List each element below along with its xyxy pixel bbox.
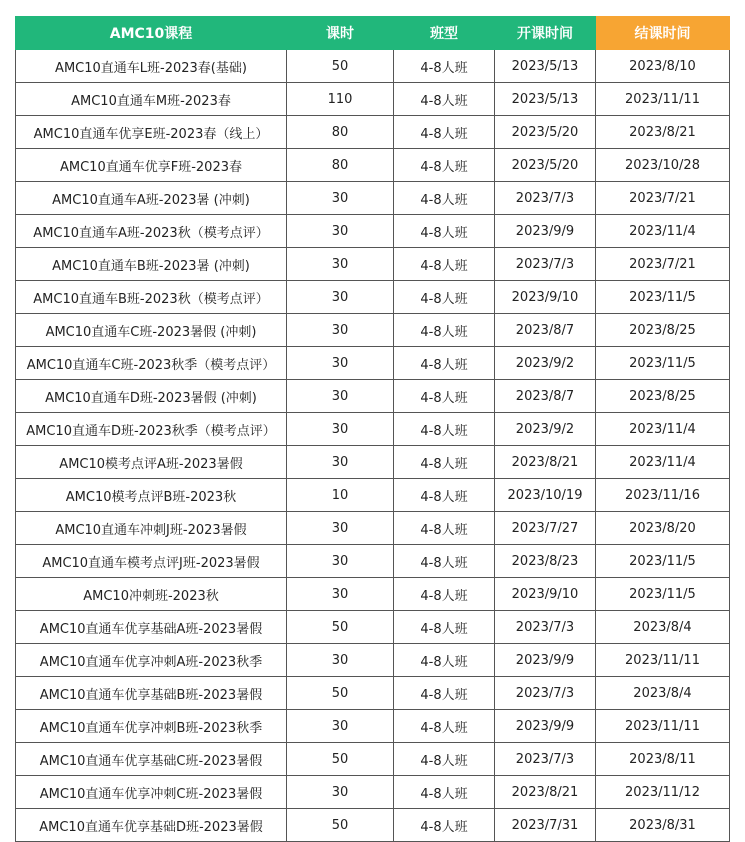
class-type-cell: 4-8人班	[394, 380, 495, 413]
class-type-cell: 4-8人班	[394, 83, 495, 116]
class-type-cell: 4-8人班	[394, 413, 495, 446]
class-type-cell: 4-8人班	[394, 314, 495, 347]
course-cell: AMC10直通车C班-2023秋季（模考点评）	[16, 347, 287, 380]
end-date-cell: 2023/11/11	[596, 83, 730, 116]
course-cell: AMC10直通车优享基础A班-2023暑假	[16, 611, 287, 644]
course-cell: AMC10直通车D班-2023暑假 (冲刺)	[16, 380, 287, 413]
start-date-cell: 2023/7/3	[495, 611, 596, 644]
start-date-cell: 2023/9/9	[495, 644, 596, 677]
start-date-cell: 2023/8/21	[495, 446, 596, 479]
class-type-cell: 4-8人班	[394, 281, 495, 314]
end-date-cell: 2023/7/21	[596, 182, 730, 215]
course-cell: AMC10直通车A班-2023暑 (冲刺)	[16, 182, 287, 215]
class-type-cell: 4-8人班	[394, 248, 495, 281]
start-date-cell: 2023/7/27	[495, 512, 596, 545]
table-row	[16, 578, 730, 611]
table-row	[16, 479, 730, 512]
end-date-cell: 2023/11/4	[596, 446, 730, 479]
course-cell: AMC10直通车优享冲刺A班-2023秋季	[16, 644, 287, 677]
header-hours: 课时	[287, 17, 394, 50]
hours-cell: 30	[287, 215, 394, 248]
header-start-date: 开课时间	[495, 17, 596, 50]
end-date-cell: 2023/11/5	[596, 545, 730, 578]
start-date-cell: 2023/9/9	[495, 710, 596, 743]
class-type-cell: 4-8人班	[394, 116, 495, 149]
hours-cell: 30	[287, 446, 394, 479]
table-row	[16, 677, 730, 710]
end-date-cell: 2023/11/11	[596, 644, 730, 677]
table-row	[16, 710, 730, 743]
hours-cell: 30	[287, 281, 394, 314]
hours-cell: 110	[287, 83, 394, 116]
start-date-cell: 2023/7/3	[495, 677, 596, 710]
class-type-cell: 4-8人班	[394, 479, 495, 512]
hours-cell: 30	[287, 314, 394, 347]
table-row	[16, 50, 730, 83]
course-cell: AMC10直通车优享F班-2023春	[16, 149, 287, 182]
course-cell: AMC10直通车A班-2023秋（模考点评）	[16, 215, 287, 248]
start-date-cell: 2023/9/2	[495, 413, 596, 446]
table-row	[16, 512, 730, 545]
class-type-cell: 4-8人班	[394, 809, 495, 842]
table-row	[16, 380, 730, 413]
table-row	[16, 182, 730, 215]
end-date-cell: 2023/11/16	[596, 479, 730, 512]
table-row	[16, 743, 730, 776]
class-type-cell: 4-8人班	[394, 776, 495, 809]
course-cell: AMC10直通车模考点评J班-2023暑假	[16, 545, 287, 578]
table-row	[16, 413, 730, 446]
class-type-cell: 4-8人班	[394, 50, 495, 83]
table-header	[16, 17, 730, 50]
start-date-cell: 2023/8/7	[495, 380, 596, 413]
table-row	[16, 149, 730, 182]
table-row	[16, 809, 730, 842]
course-cell: AMC10直通车优享冲刺C班-2023暑假	[16, 776, 287, 809]
hours-cell: 30	[287, 347, 394, 380]
end-date-cell: 2023/7/21	[596, 248, 730, 281]
table-row	[16, 347, 730, 380]
start-date-cell: 2023/9/2	[495, 347, 596, 380]
table-row	[16, 644, 730, 677]
end-date-cell: 2023/10/28	[596, 149, 730, 182]
start-date-cell: 2023/5/13	[495, 50, 596, 83]
hours-cell: 80	[287, 116, 394, 149]
header-end-date: 结课时间	[596, 17, 730, 50]
hours-cell: 50	[287, 677, 394, 710]
course-cell: AMC10直通车D班-2023秋季（模考点评）	[16, 413, 287, 446]
table-row	[16, 116, 730, 149]
course-cell: AMC10直通车冲刺J班-2023暑假	[16, 512, 287, 545]
table-body	[16, 50, 730, 842]
course-cell: AMC10模考点评B班-2023秋	[16, 479, 287, 512]
class-type-cell: 4-8人班	[394, 611, 495, 644]
course-cell: AMC10直通车M班-2023春	[16, 83, 287, 116]
course-cell: AMC10模考点评A班-2023暑假	[16, 446, 287, 479]
course-cell: AMC10直通车优享冲刺B班-2023秋季	[16, 710, 287, 743]
start-date-cell: 2023/8/21	[495, 776, 596, 809]
start-date-cell: 2023/9/10	[495, 578, 596, 611]
class-type-cell: 4-8人班	[394, 182, 495, 215]
course-cell: AMC10直通车B班-2023暑 (冲刺)	[16, 248, 287, 281]
start-date-cell: 2023/8/7	[495, 314, 596, 347]
hours-cell: 80	[287, 149, 394, 182]
end-date-cell: 2023/8/25	[596, 380, 730, 413]
start-date-cell: 2023/7/3	[495, 743, 596, 776]
hours-cell: 30	[287, 776, 394, 809]
course-cell: AMC10直通车优享基础B班-2023暑假	[16, 677, 287, 710]
end-date-cell: 2023/8/4	[596, 677, 730, 710]
header-row	[16, 17, 730, 50]
table-row	[16, 281, 730, 314]
course-cell: AMC10冲刺班-2023秋	[16, 578, 287, 611]
course-cell: AMC10直通车优享基础C班-2023暑假	[16, 743, 287, 776]
course-schedule-table	[15, 16, 730, 842]
hours-cell: 30	[287, 413, 394, 446]
end-date-cell: 2023/11/5	[596, 281, 730, 314]
table-row	[16, 611, 730, 644]
start-date-cell: 2023/5/13	[495, 83, 596, 116]
course-cell: AMC10直通车优享E班-2023春（线上）	[16, 116, 287, 149]
hours-cell: 30	[287, 545, 394, 578]
end-date-cell: 2023/8/11	[596, 743, 730, 776]
hours-cell: 30	[287, 248, 394, 281]
class-type-cell: 4-8人班	[394, 644, 495, 677]
end-date-cell: 2023/11/4	[596, 413, 730, 446]
hours-cell: 30	[287, 380, 394, 413]
start-date-cell: 2023/7/31	[495, 809, 596, 842]
class-type-cell: 4-8人班	[394, 710, 495, 743]
class-type-cell: 4-8人班	[394, 578, 495, 611]
course-cell: AMC10直通车L班-2023春(基础)	[16, 50, 287, 83]
hours-cell: 50	[287, 611, 394, 644]
table-row	[16, 776, 730, 809]
table-row	[16, 545, 730, 578]
end-date-cell: 2023/8/25	[596, 314, 730, 347]
start-date-cell: 2023/10/19	[495, 479, 596, 512]
class-type-cell: 4-8人班	[394, 446, 495, 479]
class-type-cell: 4-8人班	[394, 743, 495, 776]
end-date-cell: 2023/8/4	[596, 611, 730, 644]
hours-cell: 30	[287, 644, 394, 677]
start-date-cell: 2023/9/10	[495, 281, 596, 314]
end-date-cell: 2023/8/10	[596, 50, 730, 83]
end-date-cell: 2023/11/4	[596, 215, 730, 248]
course-cell: AMC10直通车优享基础D班-2023暑假	[16, 809, 287, 842]
class-type-cell: 4-8人班	[394, 149, 495, 182]
end-date-cell: 2023/11/12	[596, 776, 730, 809]
course-cell: AMC10直通车C班-2023暑假 (冲刺)	[16, 314, 287, 347]
course-cell: AMC10直通车B班-2023秋（模考点评）	[16, 281, 287, 314]
end-date-cell: 2023/11/5	[596, 578, 730, 611]
table-row	[16, 83, 730, 116]
end-date-cell: 2023/8/31	[596, 809, 730, 842]
class-type-cell: 4-8人班	[394, 512, 495, 545]
end-date-cell: 2023/8/21	[596, 116, 730, 149]
end-date-cell: 2023/8/20	[596, 512, 730, 545]
hours-cell: 50	[287, 50, 394, 83]
class-type-cell: 4-8人班	[394, 677, 495, 710]
start-date-cell: 2023/5/20	[495, 116, 596, 149]
header-class-type: 班型	[394, 17, 495, 50]
hours-cell: 30	[287, 710, 394, 743]
hours-cell: 10	[287, 479, 394, 512]
end-date-cell: 2023/11/11	[596, 710, 730, 743]
class-type-cell: 4-8人班	[394, 545, 495, 578]
class-type-cell: 4-8人班	[394, 347, 495, 380]
end-date-cell: 2023/11/5	[596, 347, 730, 380]
start-date-cell: 2023/7/3	[495, 182, 596, 215]
table-row	[16, 446, 730, 479]
hours-cell: 30	[287, 578, 394, 611]
start-date-cell: 2023/9/9	[495, 215, 596, 248]
hours-cell: 50	[287, 809, 394, 842]
table-row	[16, 215, 730, 248]
hours-cell: 50	[287, 743, 394, 776]
table-row	[16, 248, 730, 281]
start-date-cell: 2023/5/20	[495, 149, 596, 182]
class-type-cell: 4-8人班	[394, 215, 495, 248]
start-date-cell: 2023/8/23	[495, 545, 596, 578]
header-course: AMC10课程	[16, 17, 287, 50]
table-row	[16, 314, 730, 347]
hours-cell: 30	[287, 182, 394, 215]
hours-cell: 30	[287, 512, 394, 545]
start-date-cell: 2023/7/3	[495, 248, 596, 281]
